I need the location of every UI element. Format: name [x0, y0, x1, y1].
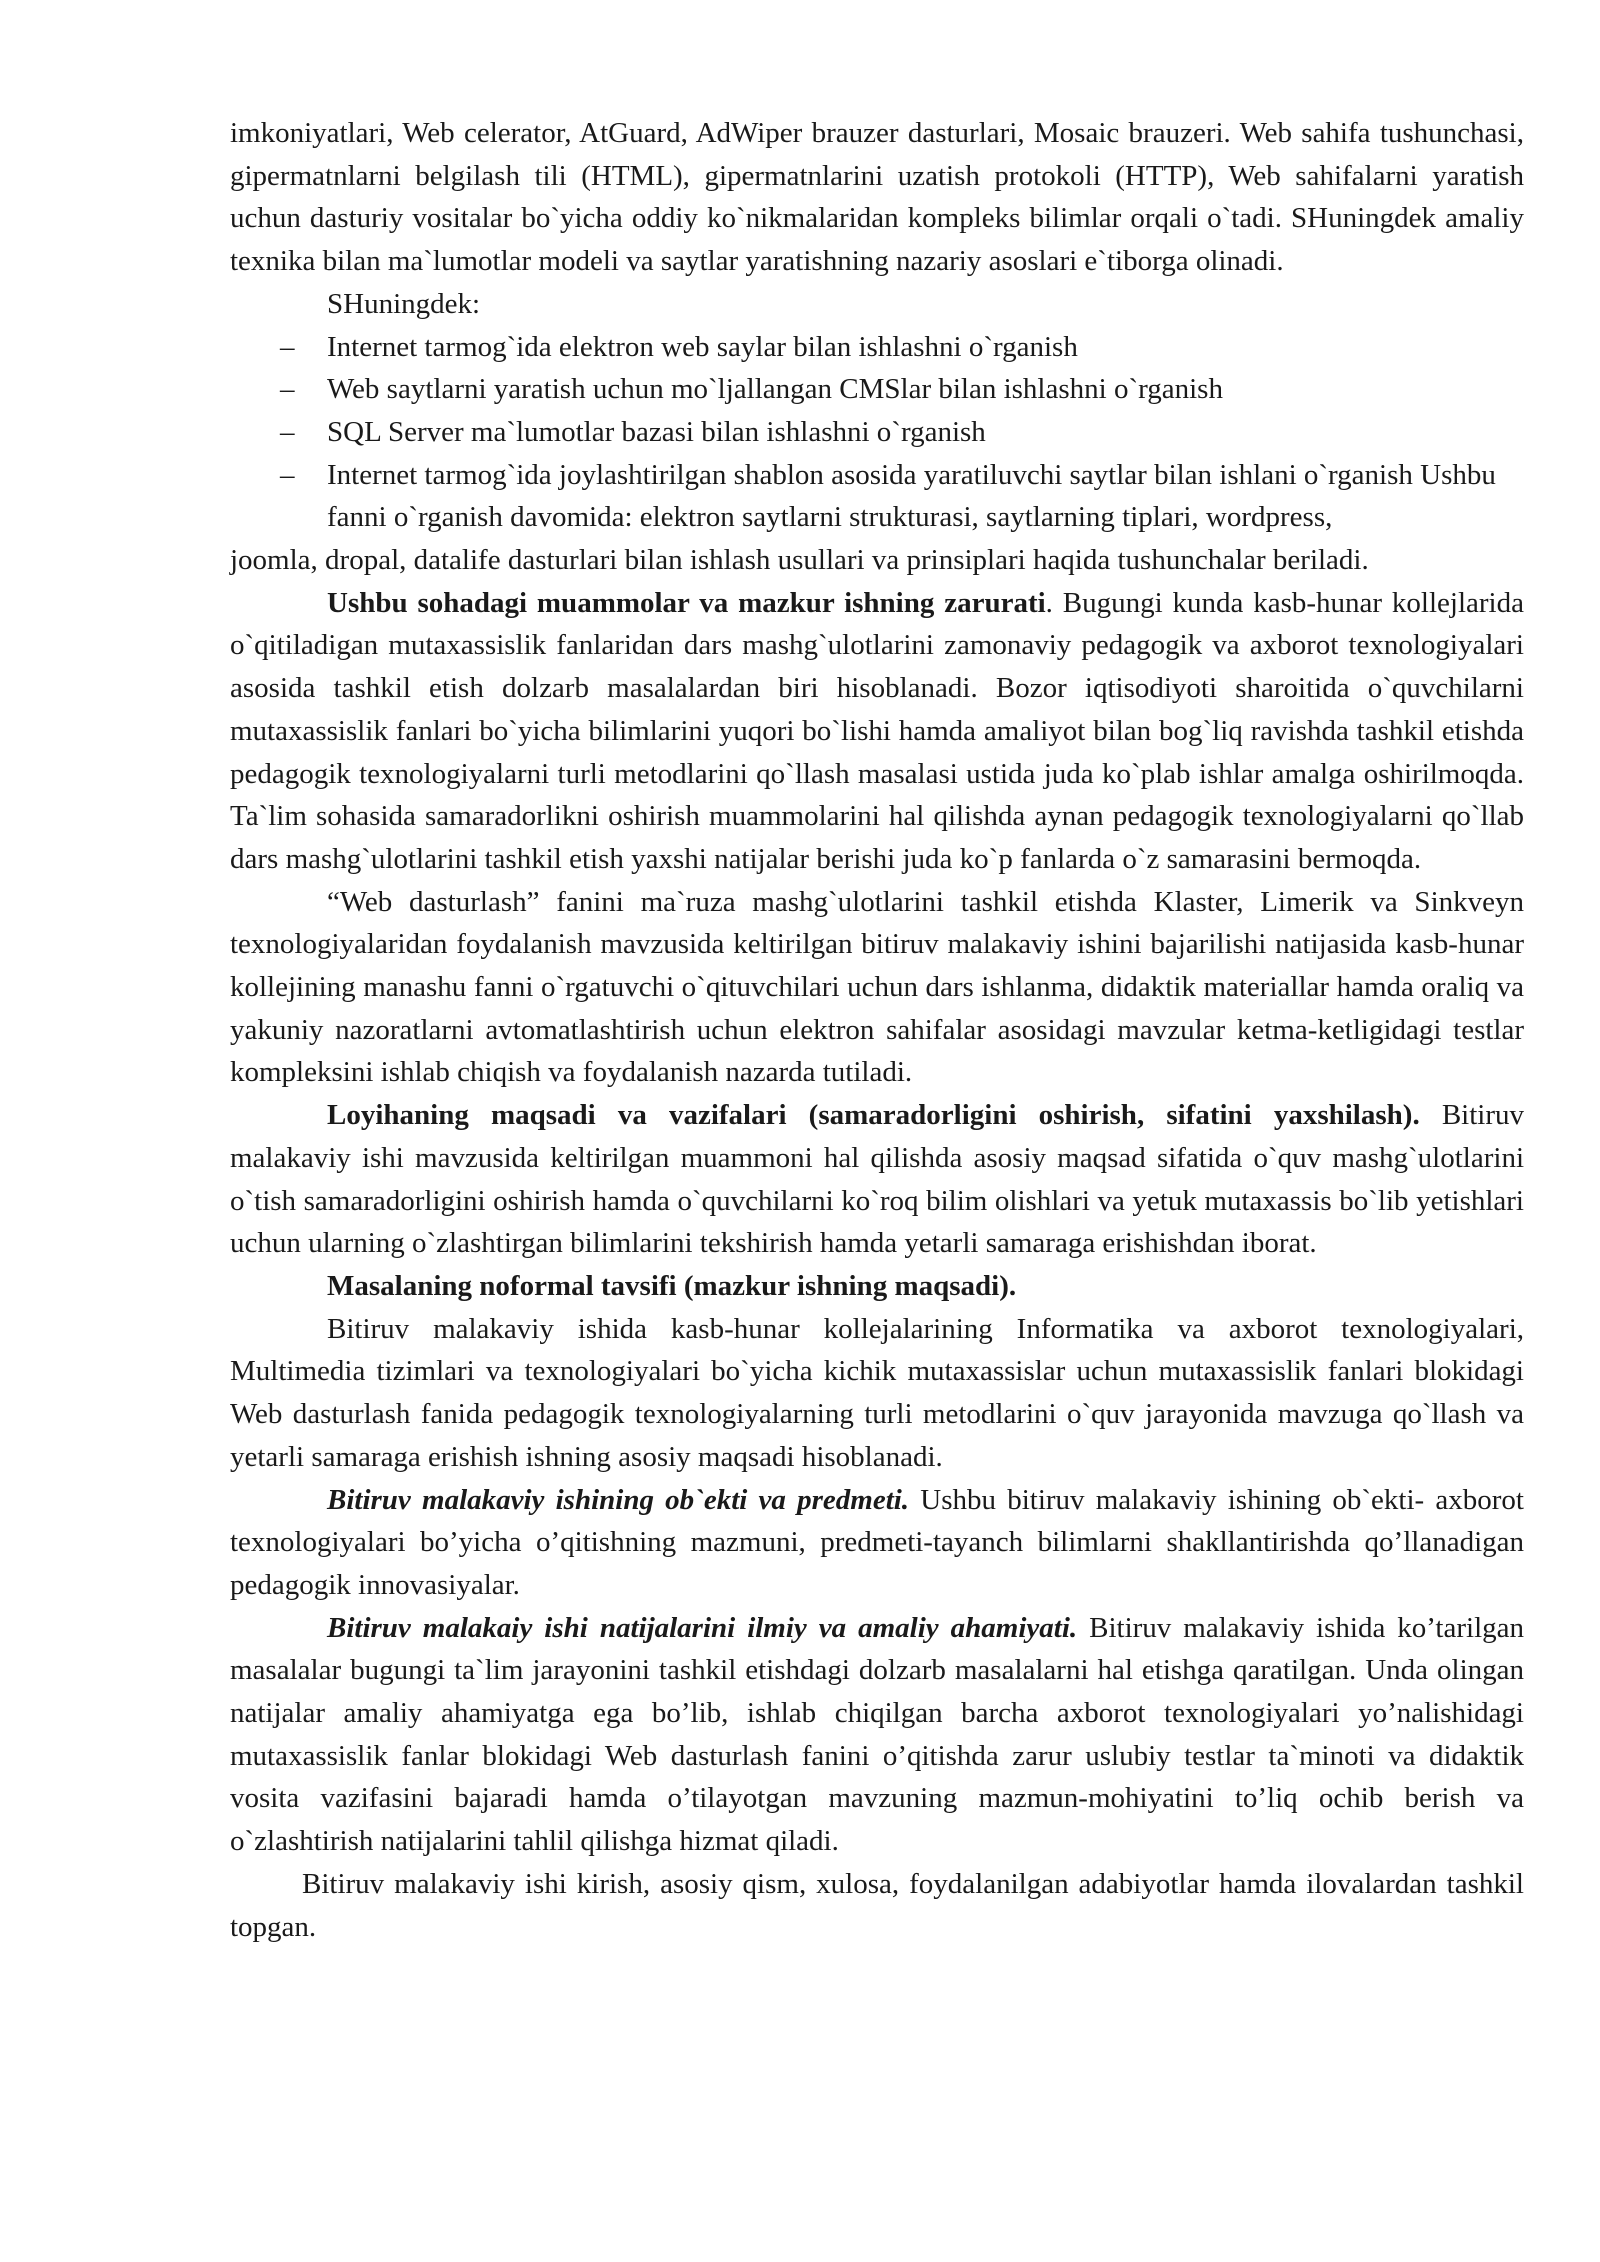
paragraph-text: Bitiruv malakaviy ishi mavzusida keltirilgan muammoni hal qilishda asosiy maqsad sifatida o`quv mashg`ulotlarini o`tish samaradorligini oshirish hamda o`quvchilarni ko`roq bilim olishlari va yetuk mutaxassis bo`lib yetishlari uchun ularning o`zlashtirgan bilimlarini tekshirish hamda yetarli samaraga erishishdan iborat. — [230, 1099, 1524, 1260]
paragraph-shuningdek: SHuningdek: — [327, 287, 481, 320]
paragraph-informal-description: Bitiruv malakaviy ishida kasb-hunar kollejalarining Informatika va axborot texnologiyalari, Multimedia tizimlari va texnologiyalari bo`yicha kichik mutaxassislar uchun mutaxassislik fanlari blokidagi Web dasturlash fanida pedagogik texnologiyalarning turli metodlarini o`quv jarayonida mavzuga qo`llash va yetarli samaraga erishish ishning asosiy maqsadi hisoblanadi. — [230, 1312, 1524, 1473]
section-heading: Loyihaning maqsadi va vazifalari (samaradorligini oshirish, sifatini yaxshilash). — [327, 1099, 1420, 1132]
section-heading: Masalaning noformal tavsifi (mazkur ishning maqsadi). — [327, 1269, 1017, 1302]
list-item-text: Internet tarmog`ida joylashtirilgan shablon asosida yaratiluvchi saytlar bilan ishlani o`rganish Ushbu fanni o`rganish davomida: elektron saytlarni strukturasi, saytlarning tiplari, wordpress, — [327, 458, 1496, 534]
paragraph-web-programming: “Web dasturlash” fanini ma`ruza mashg`ulotlarini tashkil etishda Klaster, Limerik va Sinkveyn texnologiyalaridan foydalanish mavzusida keltirilgan bitiruv malakaviy ishini bajarilishi natijasida kasb-hunar kollejining manashu fanni o`rgatuvchi o`qituvchilari uchun dars ishlanma, didaktik materiallar hamda oraliq va yakuniy nazoratlarni avtomatlashtirish uchun elektron sahifalar asosidagi mavzular ketma-ketligidagi testlar kompleksini ishlab chiqish va foydalanish nazarda tutiladi. — [230, 885, 1524, 1089]
dash-marker: – — [280, 373, 295, 406]
paragraph-text: Ushbu bitiruv malakaviy ishining ob`ekti- axborot texnologiyalari bo’yicha o’qitishning mazmuni, predmeti-tayanch bilimlarni shakllantirishda qo’llanadigan pedagogik innovasiyalar. — [230, 1483, 1524, 1601]
list-item-text: Internet tarmog`ida elektron web saylar bilan ishlashni o`rganish — [327, 330, 1078, 363]
section-heading-informal — [230, 1265, 1524, 1308]
section-heading: Ushbu sohadagi muammolar va mazkur ishning zarurati — [327, 586, 1046, 619]
paragraph-text: . Bugungi kunda kasb-hunar kollejlarida o`qitiladigan mutaxassislik fanlaridan dars mashg`ulotlarini zamonaviy pedagogik va axborot texnologiyalari asosida tashkil etish dolzarb masalalardan biri hisoblanadi. Bozor iqtisodiyoti sharoitida o`quvchilarni mutaxassislik fanlari bo`yicha bilimlarini yuqori bo`lishi hamda amaliyot bilan bog`liq ravishda tashkil etishda pedagogik texnologiyalarni turli metodlarini qo`llash masalasi ustida juda ko`plab ishlar amalga oshirilmoqda. Ta`lim sohasida samaradorlikni oshirish muammolarini hal qilishda aynan pedagogik texnologiyalarni qo`llab dars mashg`ulotlarini tashkil etish yaxshi natijalar berishi juda ko`p fanlarda o`z samarasini bermoqda. — [230, 586, 1524, 875]
list-item-text: SQL Server ma`lumotlar bazasi bilan ishlashni o`rganish — [327, 415, 986, 448]
paragraph-text: Bitiruv malakaviy ishida ko’tarilgan masalalar bugungi ta`lim jarayonini tashkil etishdagi dolzarb masalalarni hal etishga qaratilgan. Unda olingan natijalar amaliy ahamiyatga ega bo’lib, ishlab chiqilgan barcha axborot texnologiyalari yo’nalishidagi mutaxassislik fanlar blokidagi Web dasturlash fanini o’qitishda zarur uslubiy testlar ta`minoti va didaktik vosita vazifasini bajaradi hamda o’tilayotgan mavzuning mazmun-mohiyatini to’liq ochib berish va o`zlashtirish natijalarini tahlil qilishga hizmat qiladi. — [230, 1611, 1525, 1858]
paragraph-problems — [230, 582, 1524, 881]
list-item — [230, 454, 1524, 539]
dash-marker: – — [280, 330, 295, 363]
objectives-list — [230, 326, 1524, 540]
paragraph-structure: Bitiruv malakaviy ishi kirish, asosiy qism, xulosa, foydalanilgan adabiyotlar hamda ilovalardan tashkil topgan. — [230, 1867, 1524, 1943]
dash-marker: – — [280, 458, 295, 491]
list-item — [230, 368, 1524, 411]
paragraph-significance — [230, 1607, 1524, 1863]
list-item-text: Web saytlarni yaratish uchun mo`ljallangan CMSlar bilan ishlashni o`rganish — [327, 373, 1223, 406]
section-heading: Bitiruv malakaviy ishining ob`ekti va predmeti. — [327, 1483, 910, 1516]
list-item — [230, 326, 1524, 369]
list-item — [230, 411, 1524, 454]
paragraph-goals — [230, 1094, 1524, 1265]
paragraph-cms-list: joomla, dropal, datalife dasturlari bilan ishlash usullari va prinsiplari haqida tushunchalar beriladi. — [230, 544, 1369, 577]
paragraph-object-subject — [230, 1479, 1524, 1607]
dash-marker: – — [280, 415, 295, 448]
paragraph-intro-continued: imkoniyatlari, Web celerator, AtGuard, AdWiper brauzer dasturlari, Mosaic brauzeri. Web sahifa tushunchasi, gipermatnlarni belgilash tili (HTML), gipermatnlarini uzatish protokoli (HTTP), Web sahifalarni yaratish uchun dasturiy vositalar bo`yicha oddiy ko`nikmalaridan kompleks bilimlar orqali o`tadi. SHuningdek amaliy texnika bilan ma`lumotlar modeli va saytlar yaratishning nazariy asoslari e`tiborga olinadi. — [230, 117, 1524, 278]
section-heading: Bitiruv malakaiy ishi natijalarini ilmiy va amaliy ahamiyati. — [327, 1611, 1078, 1644]
